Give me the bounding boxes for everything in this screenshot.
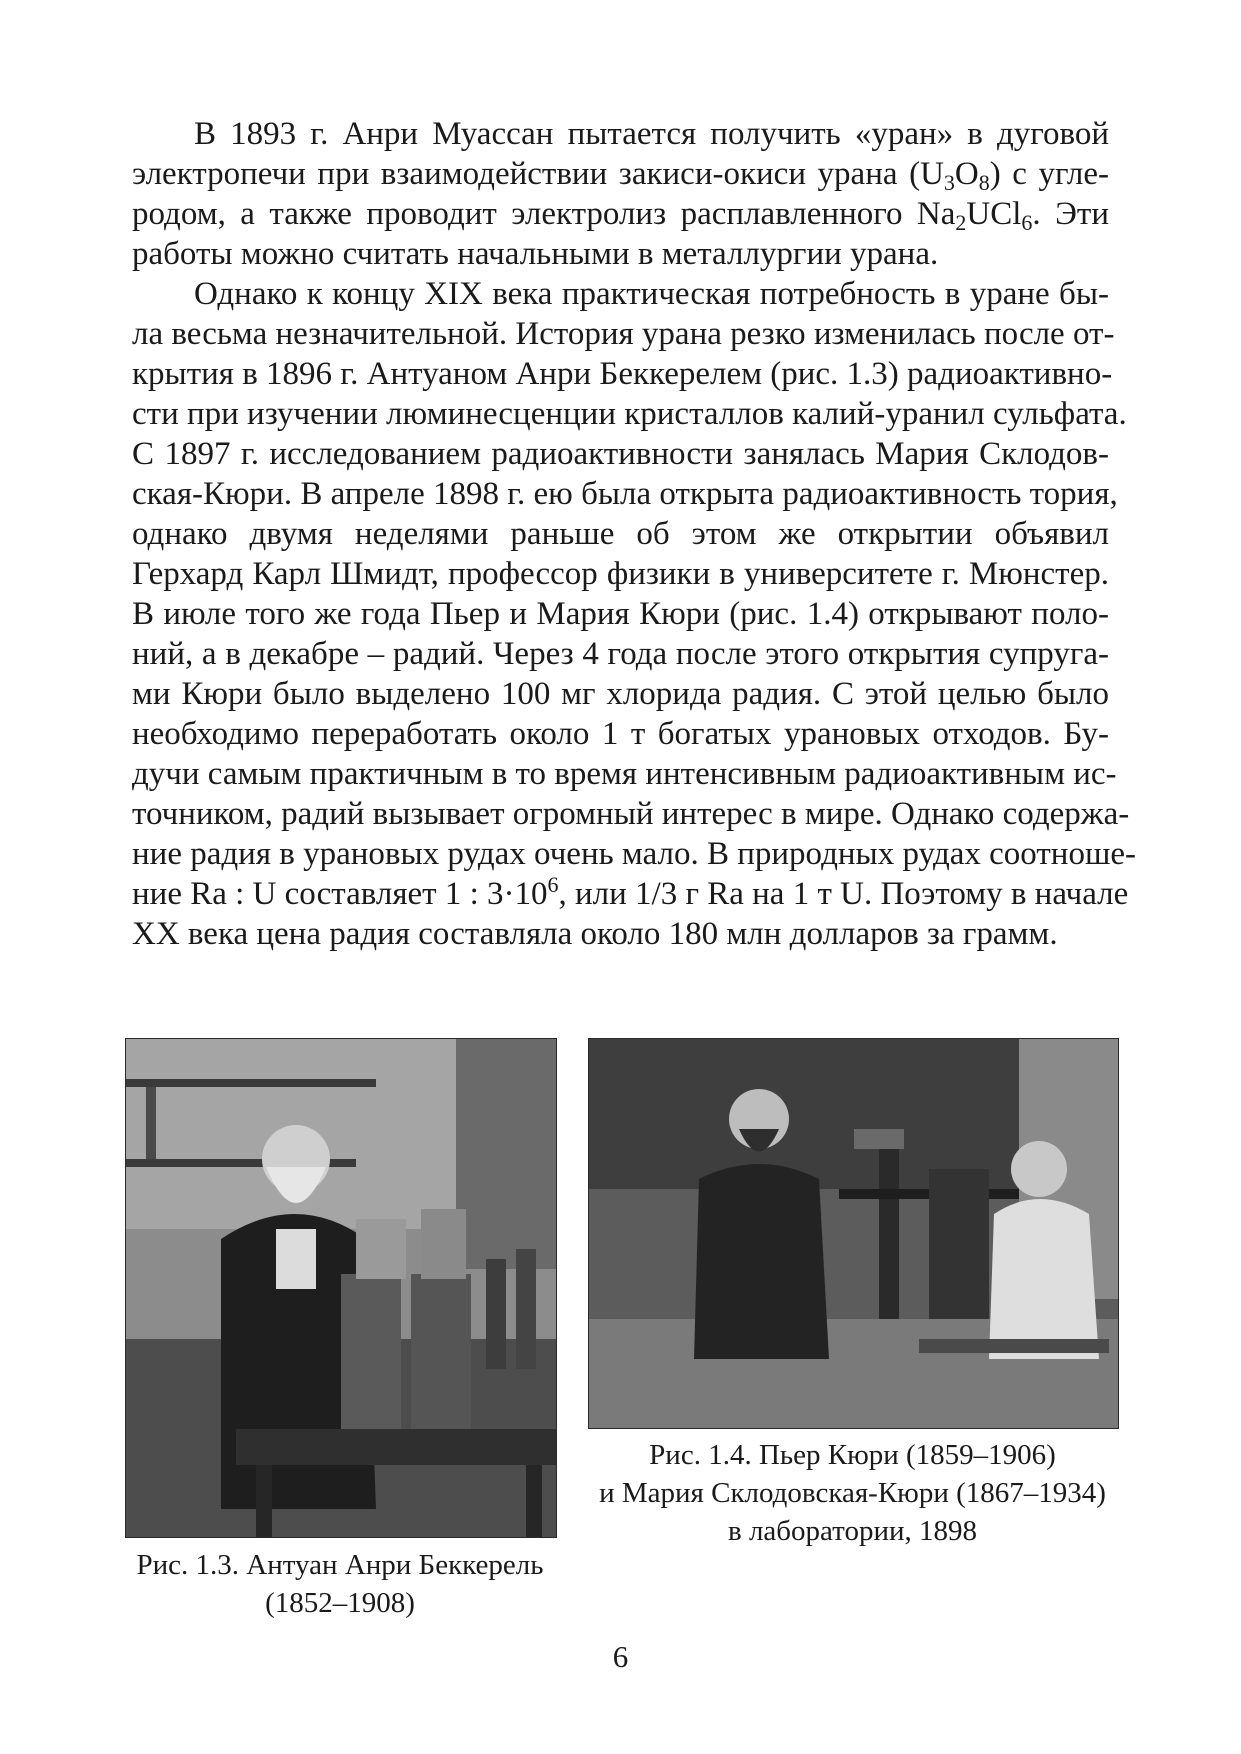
caption-line: Рис. 1.4. Пьер Кюри (1859–1906) bbox=[649, 1439, 1056, 1471]
text-line: В июле того же года Пьер и Мария Кюри (рис. 1.4) открывают поло- bbox=[132, 596, 1109, 632]
text-line: XX века цена радия составляла около 180 млн долларов за грамм. bbox=[132, 916, 1058, 952]
figure-1-3-photo bbox=[125, 1038, 557, 1538]
text-line: Герхард Карл Шмидт, профессор физики в университете г. Мюнстер. bbox=[132, 556, 1109, 592]
caption-line: Рис. 1.3. Антуан Анри Беккерель bbox=[136, 1549, 544, 1581]
caption-line: (1852–1908) bbox=[265, 1587, 415, 1619]
text-line: родом, а также проводит электролиз расплавленного $Na_2UCl_6$. Эти bbox=[132, 196, 1110, 235]
body-text bbox=[132, 114, 1136, 954]
paragraph-2 bbox=[132, 274, 1136, 954]
becquerel-photo-illustration bbox=[126, 1039, 556, 1537]
text-line: ми Кюри было выделено 100 мг хлорида радия. С этой целью было bbox=[132, 676, 1109, 712]
text-line: крытия в 1896 г. Антуаном Анри Беккерелем (рис. 1.3) радиоактивно- bbox=[132, 356, 1113, 392]
text-line: ний, а в декабре – радий. Через 4 года после этого открытия супруга- bbox=[132, 636, 1109, 672]
text-line: ние радия в урановых рудах очень мало. В природных рудах соотноше- bbox=[132, 836, 1136, 872]
paragraph-1 bbox=[132, 114, 1109, 274]
text-line: работы можно считать начальными в металлургии урана. bbox=[132, 236, 939, 272]
text-line: дучи самым практичным в то время интенсивным радиоактивным ис- bbox=[132, 756, 1117, 792]
text-line: ла весьма незначительной. История урана резко изменилась после от- bbox=[132, 316, 1115, 352]
figure-1-4-caption bbox=[580, 1436, 1125, 1550]
text-line: необходимо переработать около 1 т богатых урановых отходов. Бу- bbox=[132, 716, 1109, 752]
caption-line: и Мария Склодовская-Кюри (1867–1934) bbox=[599, 1477, 1106, 1509]
text-line: электропечи при взаимодействии закиси-окиси урана $(U_3O_8)$ с угле- bbox=[132, 156, 1109, 195]
figure-1-4-photo bbox=[588, 1038, 1119, 1429]
figure-1-3-caption bbox=[110, 1546, 570, 1622]
text-line: ние Ra : U составляет 1 : $3\cdot 10^6$, или 1/3 г Ra на 1 т U. Поэтому в начале bbox=[132, 872, 1129, 912]
text-line: сти при изучении люминесценции кристаллов калий-уранил сульфата. bbox=[132, 396, 1127, 432]
text-line: С 1897 г. исследованием радиоактивности занялась Мария Склодов- bbox=[132, 436, 1109, 472]
text-line: точником, радий вызывает огромный интерес в мире. Однако содержа- bbox=[132, 796, 1130, 832]
text-line: ская-Кюри. В апреле 1898 г. ею была открыта радиоактивность тория, bbox=[132, 476, 1118, 512]
page-number: 6 bbox=[612, 1639, 629, 1674]
text-line: однако двумя неделями раньше об этом же открытии объявил bbox=[132, 516, 1109, 552]
text-line: Однако к концу XIX века практическая потребность в уране бы- bbox=[194, 276, 1109, 312]
curie-lab-photo-illustration bbox=[589, 1039, 1118, 1428]
text-line: В 1893 г. Анри Муассан пытается получить «уран» в дуговой bbox=[194, 116, 1109, 152]
caption-line: в лаборатории, 1898 bbox=[728, 1515, 977, 1547]
